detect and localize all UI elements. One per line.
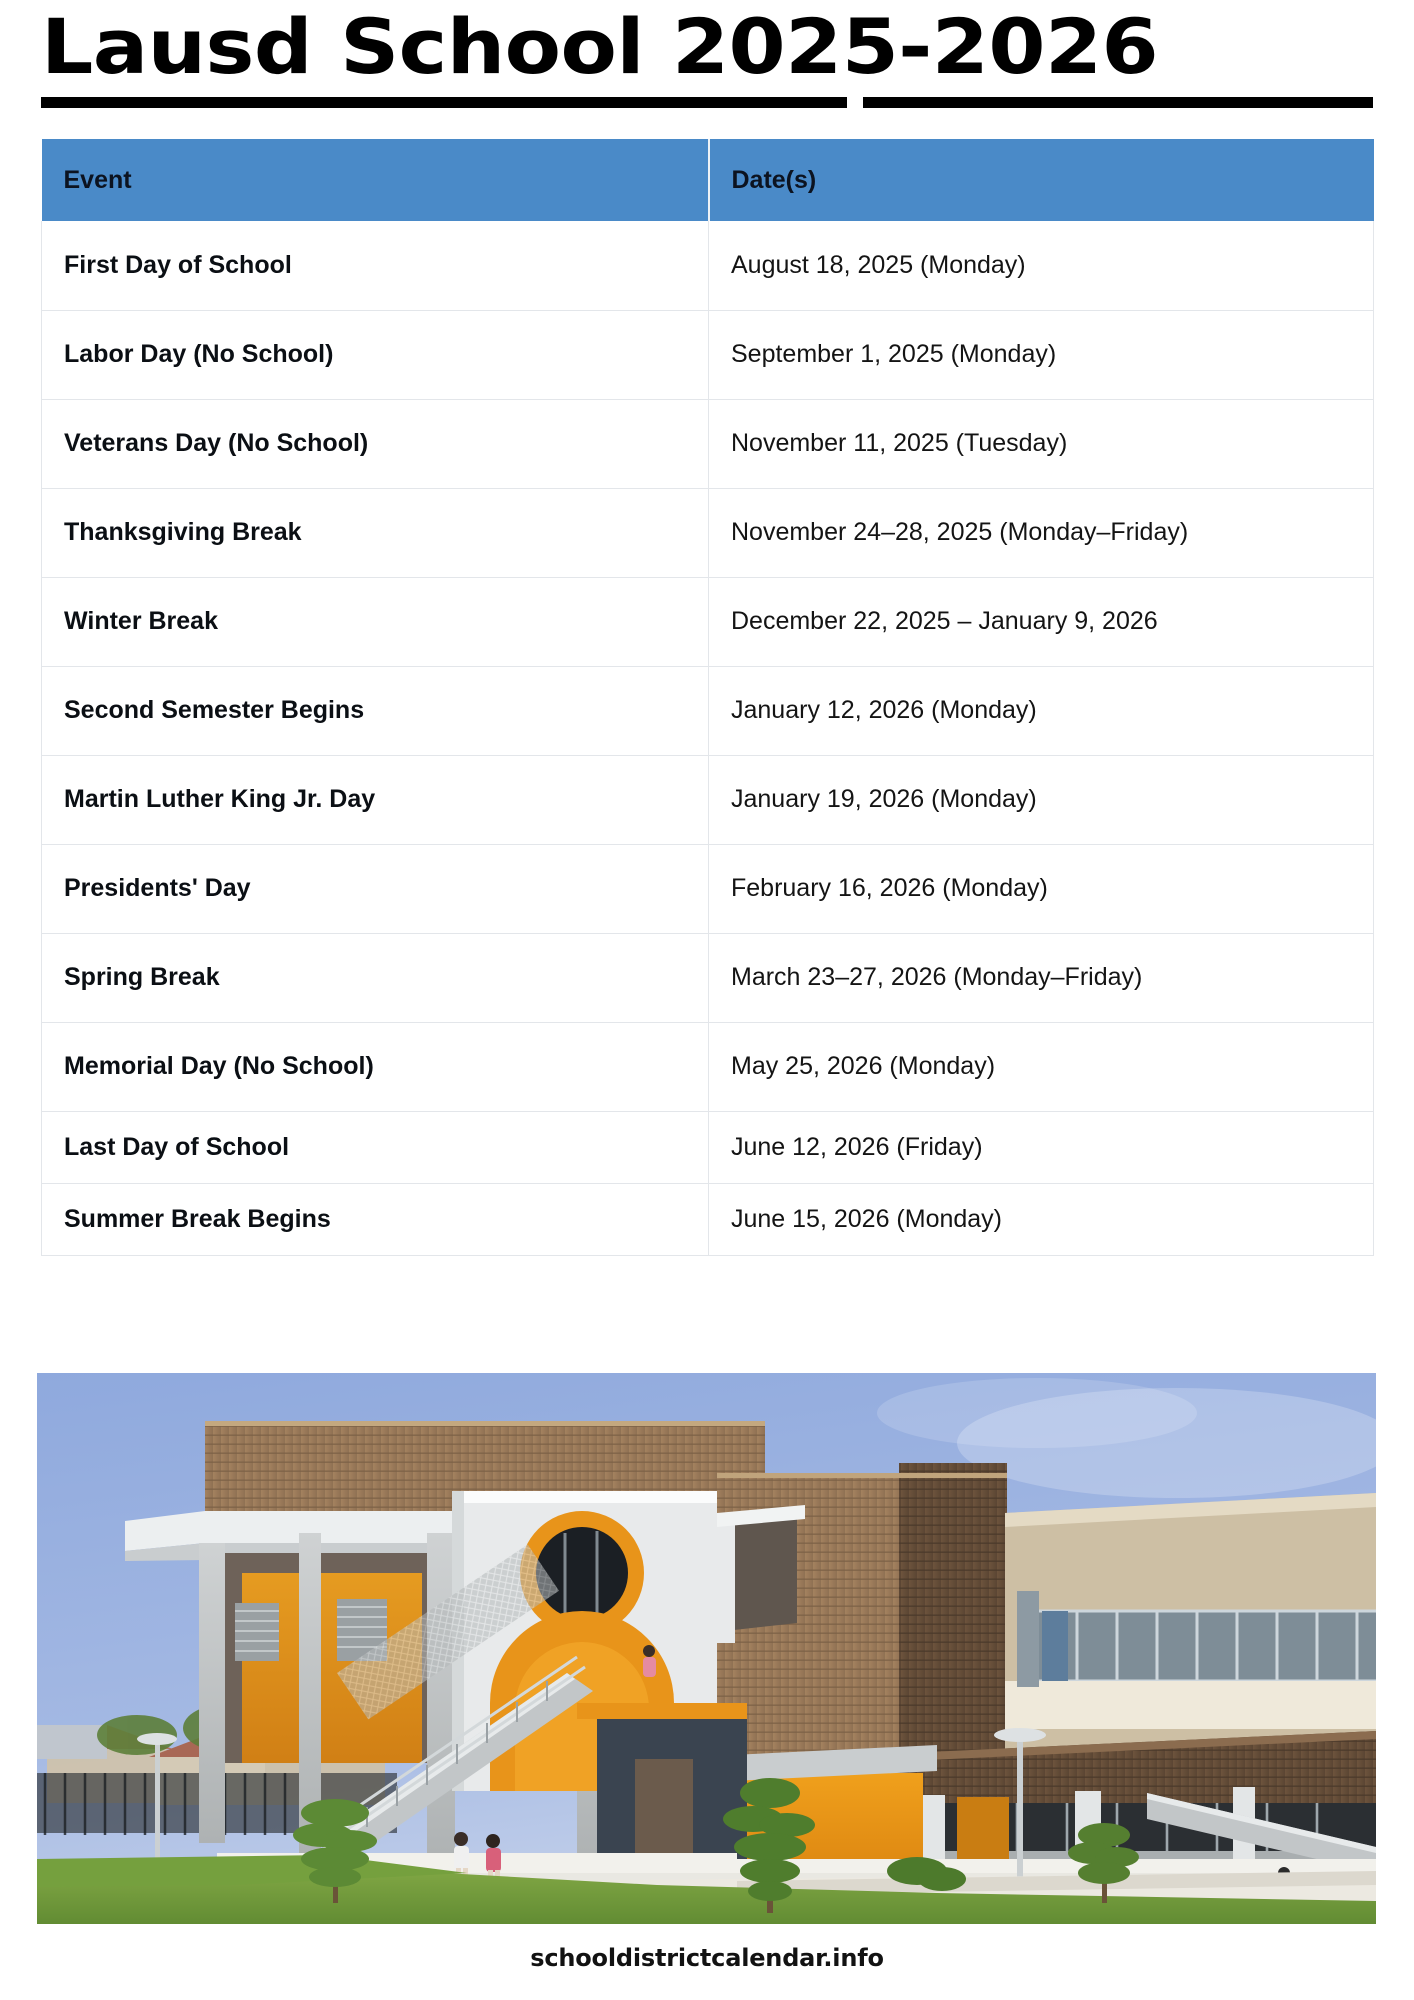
date-cell: May 25, 2026 (Monday) (709, 1022, 1374, 1111)
event-cell: First Day of School (42, 221, 709, 310)
event-cell: Thanksgiving Break (42, 488, 709, 577)
table-body (42, 221, 1374, 1255)
event-cell: Last Day of School (42, 1111, 709, 1183)
table-row (42, 488, 1374, 577)
table-row (42, 1022, 1374, 1111)
table-header-row (42, 139, 1374, 221)
date-cell: December 22, 2025 – January 9, 2026 (709, 577, 1374, 666)
date-cell: March 23–27, 2026 (Monday–Friday) (709, 933, 1374, 1022)
date-cell: June 12, 2026 (Friday) (709, 1111, 1374, 1183)
table-row (42, 221, 1374, 310)
event-cell: Martin Luther King Jr. Day (42, 755, 709, 844)
title-underline (41, 97, 1373, 108)
title-underline-gap (847, 97, 863, 108)
page-title-block (41, 4, 1373, 104)
table-row (42, 933, 1374, 1022)
date-cell: June 15, 2026 (Monday) (709, 1183, 1374, 1255)
school-building-photo (37, 1373, 1376, 1924)
event-cell: Summer Break Begins (42, 1183, 709, 1255)
event-cell: Presidents' Day (42, 844, 709, 933)
column-header-dates: Date(s) (709, 139, 1374, 221)
date-cell: September 1, 2025 (Monday) (709, 310, 1374, 399)
table-row (42, 1111, 1374, 1183)
event-cell: Memorial Day (No School) (42, 1022, 709, 1111)
table-row (42, 755, 1374, 844)
date-cell: November 11, 2025 (Tuesday) (709, 399, 1374, 488)
date-cell: February 16, 2026 (Monday) (709, 844, 1374, 933)
table-row (42, 310, 1374, 399)
date-cell: January 19, 2026 (Monday) (709, 755, 1374, 844)
table-header (42, 139, 1374, 221)
table-row (42, 844, 1374, 933)
calendar-table (41, 139, 1374, 1256)
event-cell: Winter Break (42, 577, 709, 666)
table-row (42, 399, 1374, 488)
table-row (42, 666, 1374, 755)
school-building-illustration (37, 1373, 1376, 1924)
event-cell: Spring Break (42, 933, 709, 1022)
footer-url: schooldistrictcalendar.info (530, 1944, 884, 1972)
table-row (42, 1183, 1374, 1255)
date-cell: January 12, 2026 (Monday) (709, 666, 1374, 755)
event-cell: Second Semester Begins (42, 666, 709, 755)
column-header-event: Event (42, 139, 709, 221)
event-cell: Veterans Day (No School) (42, 399, 709, 488)
event-cell: Labor Day (No School) (42, 310, 709, 399)
table-row (42, 577, 1374, 666)
page-title: Lausd School 2025-2026 (41, 2, 1159, 91)
date-cell: November 24–28, 2025 (Monday–Friday) (709, 488, 1374, 577)
date-cell: August 18, 2025 (Monday) (709, 221, 1374, 310)
